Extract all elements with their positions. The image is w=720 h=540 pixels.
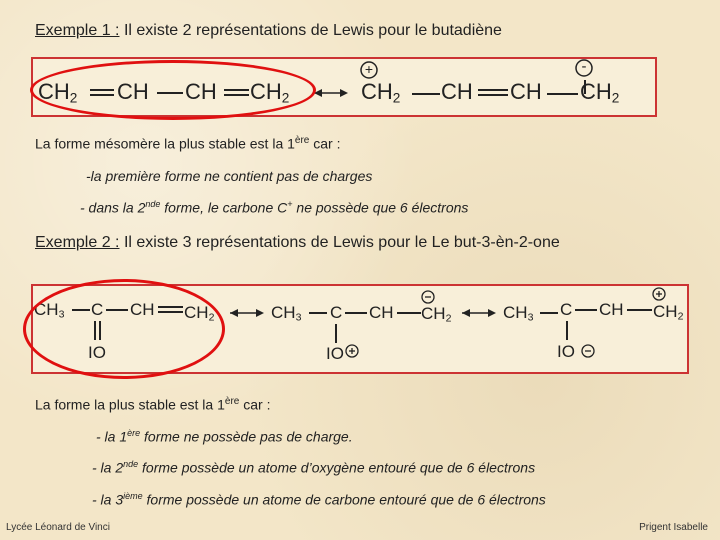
- arrowhead: [462, 309, 470, 317]
- atom: CH: [503, 303, 528, 322]
- subscript: 2: [392, 90, 401, 106]
- c-ch3: [503, 304, 533, 323]
- b-ch3: [271, 304, 301, 323]
- footer-school: Lycée Léonard de Vinci: [6, 522, 110, 533]
- c-ch: CH: [599, 300, 624, 319]
- structure2-ch-a: CH: [441, 79, 473, 104]
- atom: CH: [34, 300, 59, 319]
- text: forme, le carbone C: [160, 199, 288, 216]
- example1-title: Il existe 2 représentations de Lewis pour le butadiène: [123, 22, 502, 39]
- text: forme possède un atome de carbone entouré que de 6 électrons: [142, 491, 546, 508]
- structure2-ch-b: CH: [510, 79, 542, 104]
- atom: CH: [653, 302, 678, 321]
- subscript: 2: [281, 90, 290, 106]
- example2-title: Il existe 3 représentations de Lewis pour le Le but-3-èn-2-one: [123, 234, 560, 251]
- subscript: 2: [611, 90, 620, 106]
- atom-ch: CH: [361, 79, 393, 104]
- a-ch: CH: [130, 300, 155, 319]
- text: car :: [239, 396, 271, 413]
- superscript: ère: [224, 396, 240, 407]
- atom: CH: [271, 303, 296, 322]
- text: forme possède un atome d’oxygène entouré que de 6 électrons: [138, 459, 536, 476]
- atom: CH: [421, 304, 446, 323]
- subscript: 2: [445, 312, 452, 325]
- arrowhead: [256, 309, 264, 317]
- atom: CH: [184, 303, 209, 322]
- structure1-ch-a: CH: [117, 79, 149, 104]
- arrowhead: [488, 309, 496, 317]
- text: La forme mésomère la plus stable est la 1: [35, 135, 295, 152]
- highlight-ring-example2: [23, 279, 225, 379]
- b-ch: CH: [369, 303, 394, 322]
- example2-reason-1: [96, 428, 353, 445]
- b-oxygen: IO: [326, 344, 344, 363]
- plus-sign: +: [364, 61, 374, 77]
- atom-ch: CH: [580, 79, 612, 104]
- a-c: C: [91, 300, 104, 319]
- text: La forme la plus stable est la 1: [35, 396, 225, 413]
- subscript: 3: [527, 311, 534, 324]
- text: - la 1: [96, 428, 128, 445]
- subscript: 2: [69, 90, 78, 106]
- atom-ch: CH: [38, 79, 70, 104]
- example2-reason-2: [92, 459, 535, 476]
- arrowhead: [230, 309, 238, 317]
- b-ch2: [421, 305, 451, 324]
- example2-label: Exemple 2 :: [35, 234, 120, 251]
- example2-conclusion: [35, 396, 270, 413]
- b-c: C: [330, 303, 343, 322]
- text: - la 2: [92, 459, 124, 476]
- example1-label: Exemple 1 :: [35, 22, 120, 39]
- superscript: ère: [294, 135, 310, 146]
- superscript: +: [287, 199, 293, 209]
- example2-reason-3: [92, 491, 546, 508]
- c-oxygen: IO: [557, 342, 575, 361]
- structure1-ch-b: CH: [185, 79, 217, 104]
- a-oxygen: IO: [88, 343, 106, 362]
- subscript: 2: [208, 311, 215, 324]
- c-ch2: [653, 303, 683, 322]
- minus-sign: -: [581, 58, 587, 75]
- subscript: 3: [58, 308, 65, 321]
- superscript: nde: [145, 199, 161, 209]
- footer-author: Prigent Isabelle: [639, 522, 708, 533]
- c-c: C: [560, 300, 573, 319]
- subscript: 2: [677, 310, 684, 323]
- text: - dans la 2: [80, 199, 146, 216]
- superscript: ième: [123, 491, 143, 501]
- text: forme ne possède pas de charge.: [140, 428, 353, 445]
- text: - la 3: [92, 491, 124, 508]
- superscript: nde: [123, 459, 139, 469]
- subscript: 3: [295, 311, 302, 324]
- example1-reason-1: -la première forme ne contient pas de charges: [86, 168, 373, 184]
- atom-ch: CH: [250, 79, 282, 104]
- superscript: ère: [127, 428, 141, 438]
- text: ne possède que 6 électrons: [292, 199, 469, 216]
- text: car :: [309, 135, 341, 152]
